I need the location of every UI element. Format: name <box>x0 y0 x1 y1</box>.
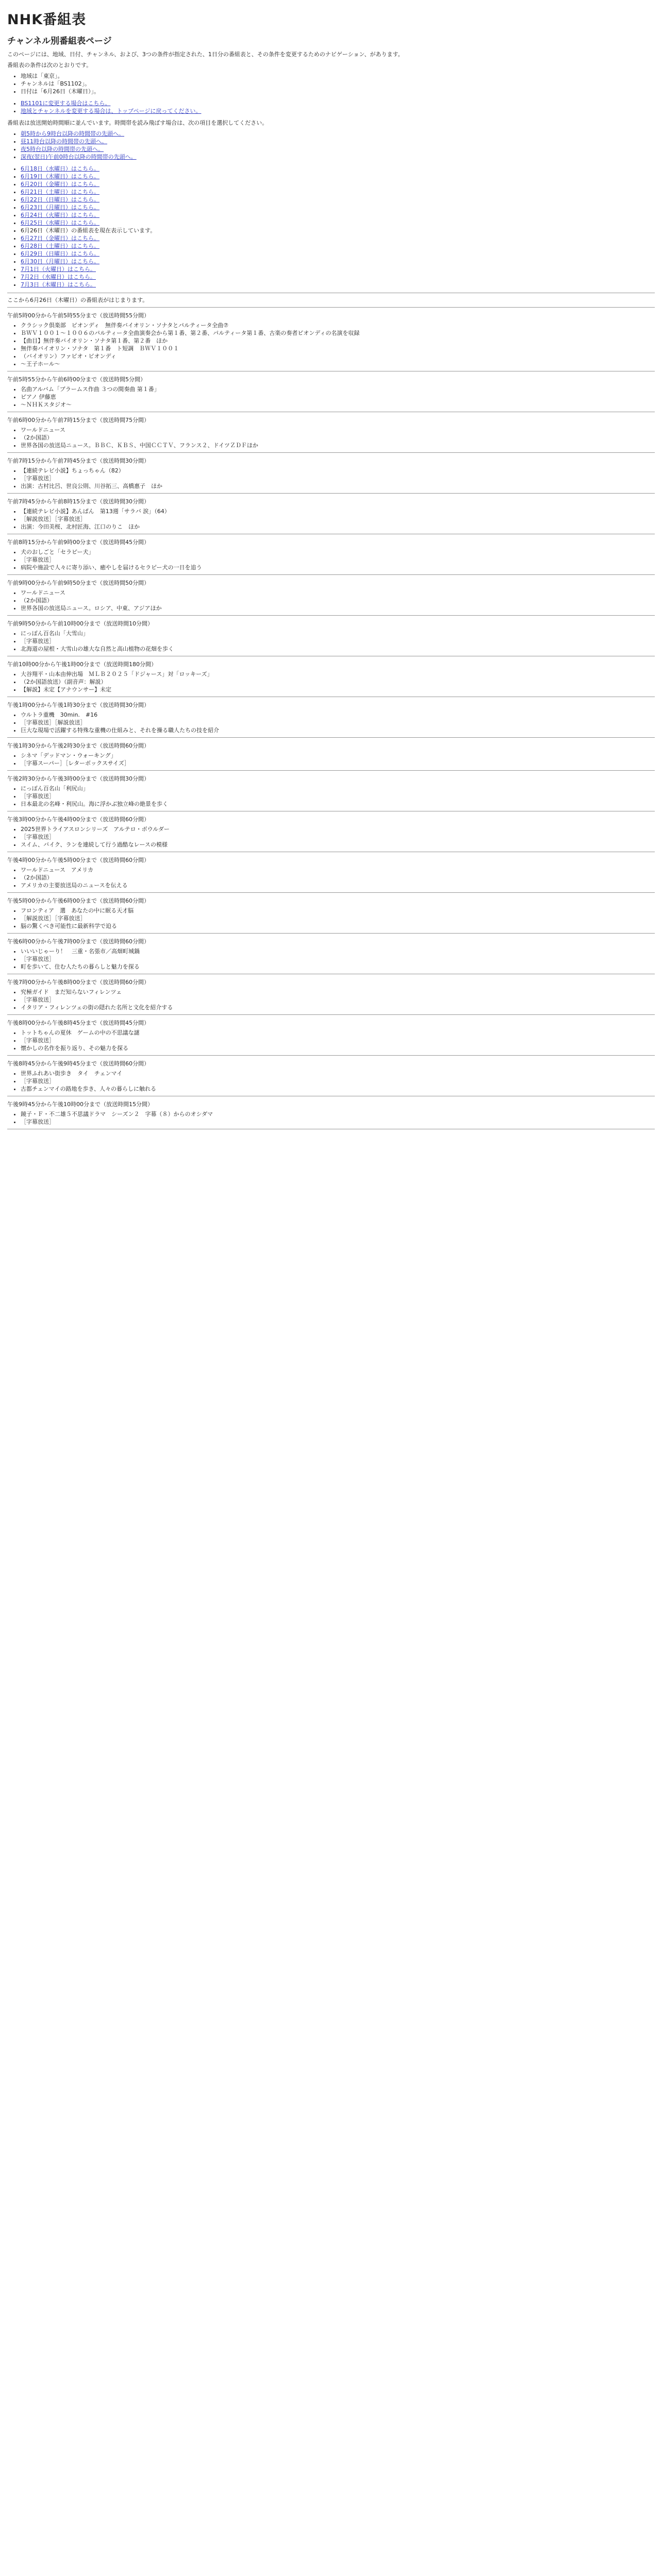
program-section <box>7 498 655 534</box>
program-detail-list <box>7 907 655 930</box>
date-link-item <box>21 273 655 281</box>
program-detail-list <box>7 426 655 449</box>
program-detail: • 北海道の屋根・大雪山の雄大な自然と高山植物の花畑を歩く <box>21 645 655 653</box>
program-section <box>7 579 655 616</box>
program-time: 午後5時00分から午後6時00分まで（放送時間60分間） <box>7 897 150 904</box>
divider <box>7 770 655 771</box>
program-detail: • 出演：古村比呂、世良公則、川谷拓三、高橋惠子 ほか <box>21 482 655 490</box>
program-section <box>7 1100 655 1129</box>
program-detail: • ピアノ 伊藤恵 <box>21 393 655 401</box>
program-time: 午前9時00分から午前9時50分まで（放送時間50分間） <box>7 580 150 586</box>
page-root <box>0 0 662 1138</box>
date-link[interactable]: 6月22日（日曜日）はこちら。 <box>21 196 100 203</box>
program-detail: • ［字幕放送］［解説放送］ <box>21 719 655 726</box>
conditions-heading: 番組表の条件は次のとおりです。 <box>7 62 92 69</box>
program-section <box>7 312 655 371</box>
program-time: 午前5時55分から午前6時00分まで（放送時間5分間） <box>7 376 146 383</box>
program-detail-list <box>7 1029 655 1052</box>
program-detail-list <box>7 711 655 734</box>
program-detail: • 鏡子・Ｆ・不二雄５不思議ドラマ シーズン２ 字幕（８）からのオシダマ <box>21 1110 655 1118</box>
date-link[interactable]: 7月1日（火曜日）はこちら。 <box>21 266 96 273</box>
program-detail: • にっぽん百名山「大雪山」 <box>21 630 655 637</box>
program-detail: • 病院や施設で人々に寄り添い、癒やしを届けるセラピー犬の一日を追う <box>21 564 655 571</box>
program-detail: • シネマ「デッドマン・ウォーキング」 <box>21 752 655 759</box>
program-time: 午後7時00分から午後8時00分まで（放送時間60分間） <box>7 979 150 986</box>
program-list-heading: ここから6月26日（木曜日）の番組表がはじまります。 <box>7 297 148 303</box>
program-time: 午後1時30分から午後2時30分まで（放送時間60分間） <box>7 742 150 749</box>
date-link[interactable]: 6月25日（水曜日）はこちら。 <box>21 219 100 226</box>
program-detail: • （2か国語放送）（副音声：解説） <box>21 678 655 686</box>
time-link-item <box>21 138 655 145</box>
program-detail: • 【解説】未定【アナウンサー】未定 <box>21 686 655 693</box>
program-detail: • ［字幕放送］ <box>21 637 655 645</box>
program-detail: • 〜ＮＨＫスタジオ〜 <box>21 401 655 409</box>
program-time: 午前7時15分から午前7時45分まで（放送時間30分間） <box>7 457 150 464</box>
program-time: 午後3時00分から午後4時00分まで（放送時間60分間） <box>7 816 150 823</box>
divider <box>7 737 655 738</box>
program-detail: • ［字幕放送］ <box>21 1077 655 1085</box>
date-link-item <box>21 234 655 242</box>
date-link-item <box>21 196 655 204</box>
program-detail: • 町を歩いて、住む人たちの暮らしと魅力を探る <box>21 963 655 971</box>
program-section <box>7 775 655 811</box>
program-time: 午前10時00分から午後1時00分まで（放送時間180分間） <box>7 661 157 668</box>
program-section <box>7 816 655 852</box>
date-link-item <box>21 188 655 196</box>
program-detail: • ［字幕放送］ <box>21 792 655 800</box>
program-section <box>7 620 655 656</box>
date-link-item <box>21 211 655 219</box>
program-detail: • いいいじゃーり！ 三重・名張市／高畑町城鍋 <box>21 947 655 955</box>
program-section <box>7 538 655 575</box>
divider <box>7 615 655 616</box>
program-detail: • ＢＷＶ１００１〜１００６のパルティータ全曲演奏会から第１番、第２番、パルティータ第１番、古楽の奏者ピオンディの名演を収録 <box>21 329 655 337</box>
program-detail: • 大谷翔平・山本由伸出場 ＭＬＢ２０２５「ドジャース」対「ロッキーズ」 <box>21 670 655 678</box>
divider <box>7 452 655 453</box>
program-list <box>7 312 655 1129</box>
program-detail: • （バイオリン）ファビオ・ビオンディ <box>21 352 655 360</box>
program-detail: • 無伴奏バイオリン・ソナタ 第１番 ト短調 ＢＷＶ１００１ <box>21 345 655 352</box>
back-to-top-link[interactable]: 地域とチャンネルを変更する場合は、トップページに戻ってください。 <box>21 108 202 114</box>
time-link[interactable]: 深夜(翌日)午前0時台以降の時間帯の先頭へ。 <box>21 154 137 160</box>
date-link[interactable]: 6月29日（日曜日）はこちら。 <box>21 250 100 257</box>
program-section <box>7 416 655 453</box>
divider <box>7 933 655 934</box>
date-link[interactable]: 6月27日（金曜日）はこちら。 <box>21 235 100 242</box>
date-link-item <box>21 165 655 173</box>
program-detail: • 世界各国の放送局ニュース。ＢＢＣ、ＫＢＳ、中国ＣＣＴＶ、フランス２、ドイツＺＤＦほか <box>21 442 655 449</box>
program-detail-list <box>7 988 655 1011</box>
program-time: 午後8時45分から午後9時45分まで（放送時間60分間） <box>7 1060 150 1067</box>
program-detail-list <box>7 752 655 767</box>
time-link[interactable]: 昼11時台以降の時間帯の先頭へ。 <box>21 138 107 145</box>
program-detail: • クラシック倶楽部 ピオンディ 無伴奏バイオリン・ソナタとパルティータ全曲⑦ <box>21 321 655 329</box>
program-time: 午前8時15分から午前9時00分まで（放送時間45分間） <box>7 539 150 546</box>
program-section <box>7 660 655 697</box>
date-link-item <box>21 219 655 227</box>
date-current-item <box>21 227 655 234</box>
program-detail-list <box>7 548 655 571</box>
date-link[interactable]: 7月3日（木曜日）はこちら。 <box>21 281 96 288</box>
program-detail-list <box>7 947 655 971</box>
program-section <box>7 742 655 771</box>
program-time: 午前7時45分から午前8時15分まで（放送時間30分間） <box>7 498 150 505</box>
date-link[interactable]: 6月23日（月曜日）はこちら。 <box>21 204 100 211</box>
program-time: 午後6時00分から午後7時00分まで（放送時間60分間） <box>7 938 150 945</box>
program-detail-list <box>7 825 655 849</box>
program-detail: • 究極ガイド まだ知らないフィレンツェ <box>21 988 655 996</box>
program-detail: • 犬のおしごと「セラピー犬」 <box>21 548 655 556</box>
change-channel-link[interactable]: BS1101に変更する場合はこちら。 <box>21 100 111 107</box>
date-link[interactable]: 6月24日（火曜日）はこちら。 <box>21 212 100 218</box>
program-detail: • イタリア・フィレンツェの街の隠れた名所と文化を紹介する <box>21 1004 655 1011</box>
program-detail: • スイム、バイク、ランを連続して行う過酷なレースの模様 <box>21 841 655 849</box>
program-section <box>7 856 655 893</box>
program-section <box>7 376 655 412</box>
time-link-item <box>21 153 655 161</box>
time-jump-heading: 番組表は放送開始時間順に並んでいます。時間帯を読み飛ばす場合は、次の項目を選択してください。 <box>7 120 268 126</box>
program-detail: • 世界ふれあい街歩き タイ チェンマイ <box>21 1070 655 1077</box>
change-links <box>7 99 655 115</box>
program-detail: • ［字幕放送］ <box>21 833 655 841</box>
date-link-item <box>21 265 655 273</box>
condition-item: • チャンネルは「BS1102」。 <box>21 80 655 88</box>
program-section <box>7 1060 655 1096</box>
time-link[interactable]: 朝5時から9時台以降の時間帯の先頭へ。 <box>21 130 124 137</box>
program-time: 午後2時30分から午後3時00分まで（放送時間30分間） <box>7 775 150 782</box>
date-link[interactable]: 6月18日（水曜日）はこちら。 <box>21 165 100 172</box>
program-detail-list <box>7 507 655 531</box>
program-detail: • （2か国語） <box>21 597 655 604</box>
program-detail: • 名曲アルバム「ブラームス作曲 ３つの間奏曲 第１番」 <box>21 385 655 393</box>
program-detail: • 出演：今田美桜、北村匠海、江口のりこ ほか <box>21 523 655 531</box>
change-link-item <box>21 99 655 107</box>
date-link[interactable]: 6月30日（月曜日）はこちら。 <box>21 258 100 265</box>
time-link[interactable]: 夜5時台以降の時間帯の先頭へ。 <box>21 146 104 152</box>
program-detail: • 〜王子ホール〜 <box>21 360 655 368</box>
date-link[interactable]: 6月28日（土曜日）はこちら。 <box>21 243 100 249</box>
program-time: 午前5時00分から午前5時55分まで（放送時間55分間） <box>7 312 150 319</box>
program-time: 午前9時50分から午前10時00分まで（放送時間10分間） <box>7 620 153 627</box>
program-detail: • ワールドニュース アメリカ <box>21 866 655 874</box>
program-detail-list <box>7 467 655 490</box>
program-section <box>7 938 655 974</box>
program-detail-list <box>7 785 655 808</box>
program-detail: • 脳の驚くべき可能性に最新科学で迫る <box>21 922 655 930</box>
time-link-item <box>21 145 655 153</box>
program-detail: • 日本最北の名峰・利尻山。海に浮かぶ独立峰の絶景を歩く <box>21 800 655 808</box>
program-detail: • アメリカの主要放送局のニュースを伝える <box>21 882 655 889</box>
program-detail: • トットちゃんの夏休 ゲームの中の不思議な謎 <box>21 1029 655 1037</box>
page-title: NHK番組表 <box>7 12 87 28</box>
program-detail-list <box>7 1110 655 1126</box>
program-detail: • （2か国語） <box>21 434 655 442</box>
divider <box>7 574 655 575</box>
conditions-list <box>7 72 655 95</box>
program-detail: • ワールドニュース <box>21 426 655 434</box>
program-detail: • 巨大な現場で活躍する特殊な重機の仕組みと、それを操る職人たちの技を紹介 <box>21 726 655 734</box>
program-detail: • ［字幕放送］ <box>21 474 655 482</box>
condition-item: • 地域は「東京」。 <box>21 72 655 80</box>
program-detail-list <box>7 321 655 368</box>
date-current: 6月26日（木曜日）の番組表を現在表示しています。 <box>21 227 156 234</box>
date-link[interactable]: 7月2日（水曜日）はこちら。 <box>21 274 96 280</box>
intro-text: このページには、地域、日付、チャンネル、および、3つの条件が指定された、1日分の番組表と、その条件を変更するためのナビゲーション、があります。 <box>7 51 404 58</box>
program-detail: • 【連続テレビ小説】ちょっちゃん（82） <box>21 467 655 474</box>
program-time: 午後8時00分から午後8時45分まで（放送時間45分間） <box>7 1020 150 1026</box>
program-detail: • ［解説放送］［字幕放送］ <box>21 914 655 922</box>
date-link[interactable]: 6月21日（土曜日）はこちら。 <box>21 189 100 195</box>
date-link[interactable]: 6月20日（金曜日）はこちら。 <box>21 181 100 188</box>
program-time: 午前6時00分から午前7時15分まで（放送時間75分間） <box>7 417 150 423</box>
program-detail-list <box>7 589 655 612</box>
program-detail-list <box>7 1070 655 1093</box>
date-link-item <box>21 204 655 211</box>
program-detail: • ［解説放送］［字幕放送］ <box>21 515 655 523</box>
time-link-item <box>21 130 655 138</box>
date-link-item <box>21 173 655 180</box>
program-detail-list <box>7 385 655 409</box>
program-detail: • にっぽん百名山「利尻山」 <box>21 785 655 792</box>
program-section <box>7 701 655 738</box>
divider <box>7 493 655 494</box>
time-links <box>7 130 655 161</box>
program-detail-list <box>7 670 655 693</box>
program-time: 午後4時00分から午後5時00分まで（放送時間60分間） <box>7 857 150 863</box>
program-section <box>7 457 655 494</box>
page-subtitle: チャンネル別番組表ページ <box>7 36 112 46</box>
date-link[interactable]: 6月19日（木曜日）はこちら。 <box>21 173 100 180</box>
date-links <box>7 165 655 289</box>
condition-item: • 日付は「6月26日（木曜日）」。 <box>21 88 655 95</box>
program-detail-list <box>7 630 655 653</box>
divider <box>7 892 655 893</box>
program-detail: • 懐かしの名作を振り返り、その魅力を探る <box>21 1044 655 1052</box>
program-detail: • 【曲目】無伴奏バイオリン・ソナタ第１番、第２番 ほか <box>21 337 655 345</box>
change-link-item <box>21 107 655 115</box>
program-section <box>7 978 655 1015</box>
program-detail: • ワールドニュース <box>21 589 655 597</box>
divider <box>7 1014 655 1015</box>
program-detail: • ［字幕放送］ <box>21 996 655 1004</box>
program-detail: • ［字幕スーパー］［レターボックスサイズ］ <box>21 759 655 767</box>
program-detail: • ［字幕放送］ <box>21 1118 655 1126</box>
program-detail: • 古都チェンマイの路地を歩き、人々の暮らしに触れる <box>21 1085 655 1093</box>
divider <box>7 307 655 308</box>
program-section <box>7 1019 655 1056</box>
date-link-item <box>21 250 655 258</box>
date-link-item <box>21 180 655 188</box>
date-link-item <box>21 258 655 265</box>
program-detail: • 世界各国の放送局ニュース。ロシア、中東、アジアほか <box>21 604 655 612</box>
program-detail: • ［字幕放送］ <box>21 556 655 564</box>
program-time: 午後9時45分から午後10時00分まで（放送時間15分間） <box>7 1101 153 1108</box>
program-detail: • ［字幕放送］ <box>21 955 655 963</box>
program-detail: • フロンティア 選 あなたの中に眠る天才脳 <box>21 907 655 914</box>
program-section <box>7 897 655 934</box>
date-link-item <box>21 242 655 250</box>
program-detail: • ウルトラ重機 30min. #16 <box>21 711 655 719</box>
program-detail-list <box>7 866 655 889</box>
program-detail: • 2025世界トライアスロンシリーズ アルテロ・ボウルダー <box>21 825 655 833</box>
date-link-item <box>21 281 655 289</box>
program-detail: • 【連続テレビ小説】あんぱん 第13週「サラバ 涙」（64） <box>21 507 655 515</box>
program-time: 午後1時00分から午後1時30分まで（放送時間30分間） <box>7 702 150 708</box>
program-detail: • （2か国語） <box>21 874 655 882</box>
program-detail: • ［字幕放送］ <box>21 1037 655 1044</box>
divider <box>7 1055 655 1056</box>
